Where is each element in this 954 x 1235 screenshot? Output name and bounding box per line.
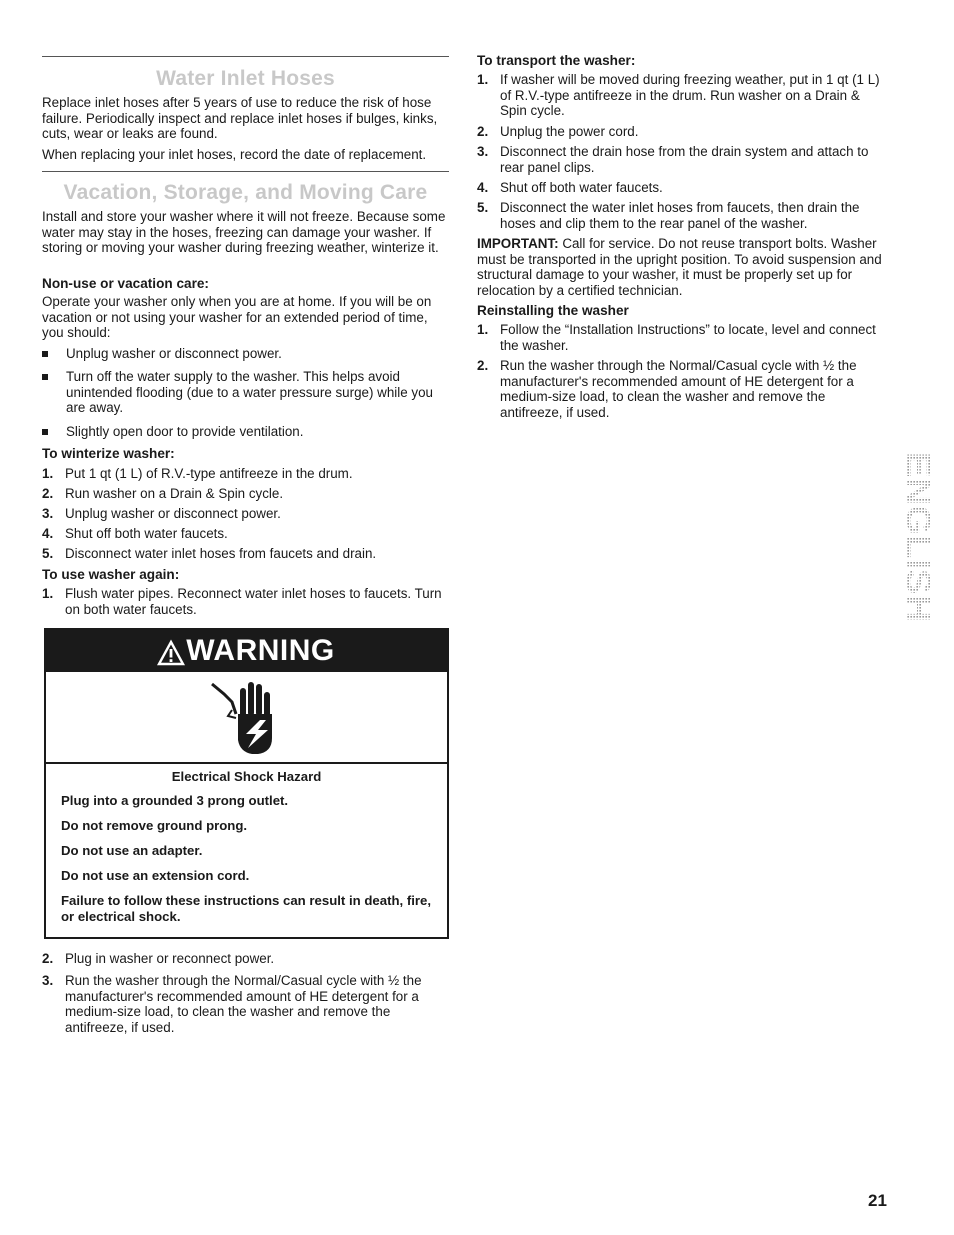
warning-triangle-icon — [158, 641, 184, 670]
warning-line: Do not use an adapter. — [61, 843, 203, 858]
important-text: Call for service. Do not reuse transport bolts. Washer must be transported in the upright position. To avoid suspension and structural damage to your washer, it must be properly set up for relocation by a certified technician. — [477, 236, 882, 298]
warning-line: Do not use an extension cord. — [61, 868, 250, 883]
warning-line: Plug into a grounded 3 prong outlet. — [61, 793, 289, 808]
vacation-title: Vacation, Storage, and Moving Care — [63, 181, 428, 204]
reinstall-heading: Reinstalling the washer — [477, 303, 629, 318]
bullet-icon — [42, 374, 48, 380]
nonuse-heading: Non-use or vacation care: — [42, 276, 209, 291]
nonuse-intro: Operate your washer only when you are at home. If you will be on vacation or not using your washer for an extended period of time, you should: — [42, 294, 432, 341]
warning-header — [46, 630, 447, 672]
important-label: IMPORTANT: — [477, 236, 559, 251]
bullet-icon — [42, 351, 48, 357]
electrical-shock-hand-icon — [206, 676, 286, 758]
section-rule — [42, 171, 449, 172]
water-inlet-p1: Replace inlet hoses after 5 years of use to reduce the risk of hose failure. Periodically inspect and replace inlet hoses if bulges, kinks, cuts, wear or leaks are found. — [42, 95, 438, 142]
transport-heading: To transport the washer: — [477, 53, 636, 68]
language-side-tab — [899, 450, 938, 625]
warning-label: WARNING — [186, 634, 335, 667]
warning-line: Failure to follow these instructions can result in death, fire, or electrical shock. — [61, 893, 432, 924]
warning-icon-area — [46, 672, 447, 764]
warning-box — [44, 628, 449, 939]
water-inlet-p2: When replacing your inlet hoses, record the date of replacement. — [42, 147, 427, 162]
important-note — [477, 236, 889, 298]
use-again-heading: To use washer again: — [42, 567, 180, 582]
vacation-intro: Install and store your washer where it will not freeze. Because some water may stay in the hoses, freezing can damage your washer. If storing or moving your washer during freezing weather, winterize it. — [42, 209, 446, 256]
bullet-icon — [42, 429, 48, 435]
page-number: 21 — [868, 1191, 887, 1210]
warning-line: Do not remove ground prong. — [61, 818, 248, 833]
water-inlet-title: Water Inlet Hoses — [156, 67, 335, 90]
winterize-heading: To winterize washer: — [42, 446, 175, 461]
side-tab-text: ENGLISH — [899, 452, 938, 604]
hazard-title: Electrical Shock Hazard — [171, 769, 322, 784]
section-rule — [42, 56, 449, 57]
